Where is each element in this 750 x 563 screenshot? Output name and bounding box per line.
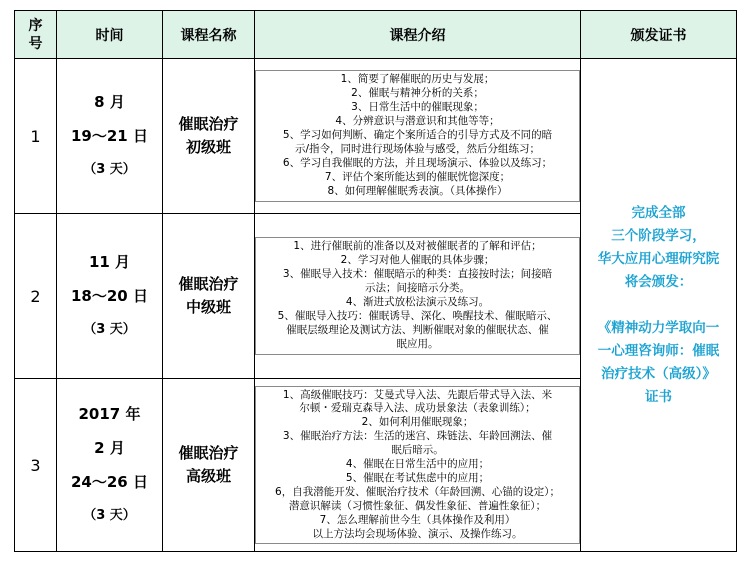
course-table [14, 10, 737, 552]
intro-box [255, 237, 580, 354]
time-cell [57, 379, 163, 552]
intro-line: 6，自我潜能开发、催眠治疗技术（年龄回溯、心锚的设定）； [275, 485, 560, 498]
certificate-spacer [581, 294, 736, 317]
intro-line: 1、高级催眠技巧：艾曼式导入法、先跟后带式导入法、米 [282, 388, 553, 401]
intro-line: 1、简要了解催眠的历史与发展； [340, 73, 495, 86]
intro-line: 尔顿・爱瑞克森导入法、成功景象法（表象训练）； [299, 402, 536, 415]
intro-line: 7、怎么理解前世今生（具体操作及利用） [319, 513, 516, 526]
time-month: 2 月 [94, 439, 125, 457]
row-number: 3 [15, 379, 57, 552]
intro-line: 8、如何理解催眠秀表演。（具体操作） [327, 184, 508, 197]
intro-line: 催眠层级理论及测试方法、判断催眠对象的催眠状态、催 [286, 323, 549, 336]
header-certificate: 颁发证书 [581, 11, 737, 59]
course-name-cell [163, 59, 255, 214]
header-course-name: 课程名称 [163, 11, 255, 59]
course-name-cell [163, 214, 255, 379]
certificate-text: 三个阶段学习， [611, 227, 706, 244]
table-row [15, 59, 737, 214]
course-name-line2: 高级班 [185, 467, 231, 485]
intro-line: 7、评估个案所能达到的催眠恍惚深度； [324, 170, 511, 183]
intro-line: 2、如何利用催眠现象； [361, 416, 474, 429]
time-year: 2017 年 [78, 405, 141, 423]
row-number: 1 [15, 59, 57, 214]
intro-line: 2、催眠与精神分析的关系； [351, 87, 484, 100]
intro-line: 3、日常生活中的催眠现象； [351, 101, 484, 114]
intro-box [255, 70, 580, 201]
intro-line: 眠应用。 [396, 337, 439, 350]
intro-line: 4、催眠在日常生活中的应用； [345, 458, 490, 471]
time-cell [57, 214, 163, 379]
certificate-title: 治疗技术（高级）》 [601, 365, 716, 382]
time-duration: （3 天） [83, 322, 136, 337]
intro-line: 1、进行催眠前的准备以及对被催眠者的了解和评估； [293, 240, 542, 253]
header-row [15, 11, 737, 59]
intro-line: 5、催眠导入技巧：催眠诱导、深化、唤醒技术、催眠暗示、 [277, 309, 558, 322]
header-time: 时间 [57, 11, 163, 59]
certificate-title: 《精神动力学取向一 [597, 319, 720, 336]
row-number: 2 [15, 214, 57, 379]
intro-line: 4、分辨意识与潜意识和其他等等； [335, 115, 500, 128]
time-duration: （3 天） [83, 162, 136, 177]
header-no-line2: 号 [28, 35, 43, 52]
time-duration: （3 天） [83, 508, 136, 523]
time-days: 24～26 日 [71, 473, 148, 491]
intro-line: 2、学习对他人催眠的具体步骤； [340, 254, 495, 267]
intro-box [255, 386, 580, 545]
intro-line: 5、催眠在考试焦虑中的应用； [345, 471, 490, 484]
course-name-line1: 催眠治疗 [178, 275, 239, 293]
intro-line: 6、学习自我催眠的方法，并且现场演示、体验以及练习； [282, 156, 553, 169]
intro-line: 眠后暗示。 [391, 444, 444, 457]
course-name-line2: 初级班 [185, 138, 231, 156]
certificate-text: 华大应用心理研究院 [597, 250, 720, 267]
intro-line: 3、催眠治疗方法：生活的迷宫、珠链法、年龄回溯法、催 [282, 430, 553, 443]
time-days: 18～20 日 [71, 287, 148, 305]
time-cell [57, 59, 163, 214]
intro-line: 4、渐进式放松法演示及练习。 [345, 296, 490, 308]
certificate-text: 将会颁发： [624, 273, 693, 290]
intro-cell [255, 379, 581, 552]
course-name-cell [163, 379, 255, 552]
intro-line: 示法；间接暗示分类。 [365, 282, 470, 295]
header-no-line1: 序 [28, 17, 43, 34]
intro-cell [255, 59, 581, 214]
intro-line: 示/指令，同时进行现场体验与感受，然后分组练习； [294, 142, 541, 155]
header-intro: 课程介绍 [255, 11, 581, 59]
intro-line: 潜意识解读（习惯性象征、偶发性象征、普遍性象征）； [288, 499, 547, 512]
certificate-title: 一心理咨询师：催眠 [597, 342, 720, 359]
course-name-line1: 催眠治疗 [178, 444, 239, 462]
header-no [15, 11, 57, 59]
certificate-cell [581, 59, 737, 552]
course-name-line1: 催眠治疗 [178, 115, 239, 133]
intro-cell [255, 214, 581, 379]
time-days: 19～21 日 [71, 127, 148, 145]
course-name-line2: 中级班 [185, 298, 231, 316]
certificate-title: 证书 [645, 388, 672, 405]
time-month: 11 月 [88, 253, 131, 271]
intro-line: 5、学习如何判断、确定个案所适合的引导方式及不同的暗 [282, 129, 553, 142]
certificate-text: 完成全部 [631, 204, 686, 221]
intro-line: 以上方法均会现场体验、演示、及操作练习。 [312, 527, 523, 540]
intro-line: 3、催眠导入技术：催眠暗示的种类：直接按时法；间接暗 [282, 268, 553, 281]
time-month: 8 月 [94, 93, 125, 111]
